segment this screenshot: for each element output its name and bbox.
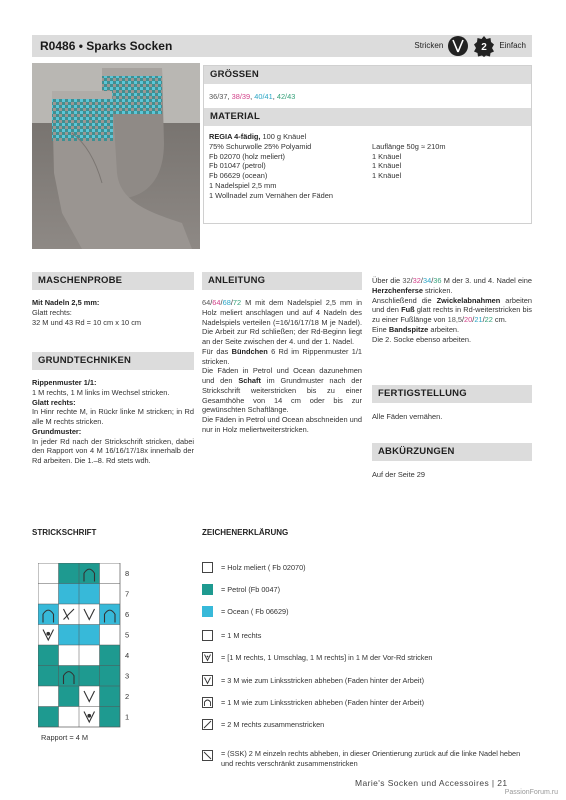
size-2: 38/39 (231, 92, 251, 101)
page-title: R0486 • Sparks Socken (40, 39, 173, 53)
material-left-col: 75% Schurwolle 25% Polyamid Fb 02070 (holz meliert) Fb 01047 (petrol) Fb 06629 (ocean) 1 Nadelspiel 2,5 mm 1 Wollnadel zum Vernähen der Fäden (209, 141, 333, 200)
chart-cell (100, 645, 121, 666)
page-footer: Marie's Socken und Accessoires | 21 (355, 778, 508, 788)
chart-cell (79, 604, 100, 625)
rapport-label: Rapport = 4 M (41, 733, 89, 742)
socks-photo (32, 63, 200, 249)
legend-item (202, 606, 289, 617)
chart-cell (100, 666, 121, 687)
chart-cell (38, 666, 59, 687)
legend-item (202, 697, 424, 708)
chart-cell (59, 666, 80, 687)
petrol-square-icon (202, 584, 213, 595)
abkuerzungen-text: Auf der Seite 29 (372, 470, 426, 479)
size-4: 42/43 (276, 92, 296, 101)
difficulty-indicator (414, 37, 526, 55)
legend-item (202, 584, 280, 595)
grundtechniken-heading: GRUNDTECHNIKEN (32, 352, 194, 370)
chart-row-number: 2 (125, 692, 130, 701)
fertigstellung-section (372, 385, 532, 422)
fertigstellung-heading: FERTIGSTELLUNG (372, 385, 532, 403)
svg-text:2: 2 (481, 42, 488, 53)
chart-symbol-dot (47, 632, 50, 635)
legend-item (202, 743, 521, 768)
legend-item-text: = (SSK) 2 M einzeln rechts abheben, in dieser Orientierung zurück auf die linke Nadel heben und rechts verschränkt zusammenstricken (221, 749, 521, 768)
abkuerzungen-section (372, 443, 532, 480)
material-right-col: Lauflänge 50g ≈ 210m 1 Knäuel 1 Knäuel 1 Knäuel (372, 141, 446, 181)
stricken-label: Stricken (414, 40, 444, 50)
difficulty-level-badge (473, 35, 495, 57)
material-list: REGIA 4-fädig, 100 g Knäuel 75% Schurwolle 25% Polyamid Fb 02070 (holz meliert) Fb 01047 (petrol) Fb 06629 (ocean) 1 Nadelspiel 2,5 mm 1 Wollnadel zum Vernähen der Fäden Lauflänge 50g ≈ 210m 1 Knäuel 1 Knäuel 1 Knäuel (209, 131, 446, 200)
size-1: 36/37 (209, 92, 228, 101)
chart-cell (59, 686, 80, 707)
maschenprobe-heading: MASCHENPROBE (32, 272, 194, 290)
chart-cell (100, 604, 121, 625)
legend-item-text: = 1 M rechts (221, 630, 262, 640)
chart-cell (100, 563, 121, 584)
chart-cell (59, 707, 80, 728)
chart-cell (38, 563, 59, 584)
title-bar (32, 35, 532, 57)
watermark: PassionForum.ru (504, 788, 558, 796)
chart-cell (79, 625, 100, 646)
k2tog-icon (202, 719, 213, 730)
difficulty-label: Einfach (499, 40, 526, 50)
empty-square-icon (202, 562, 213, 573)
legend-item-text: = Petrol (Fb 0047) (221, 584, 281, 594)
chart-cell (79, 645, 100, 666)
legend-item-text: = [1 M rechts, 1 Umschlag, 1 M rechts] in 1 M der Vor-Rd stricken (221, 652, 433, 662)
chart-cell (38, 686, 59, 707)
chart-cell (79, 563, 100, 584)
chart-cell (79, 666, 100, 687)
increase-v-dot-icon (202, 652, 213, 663)
chart-cell (100, 707, 121, 728)
chart-cell (38, 604, 59, 625)
ssk-icon (202, 750, 213, 761)
chart-row-number: 4 (125, 651, 130, 660)
sizes-line: 36/37, 38/39, 40/41, 42/43 (209, 92, 296, 101)
arch-1-icon (202, 697, 213, 708)
v-3-icon (202, 675, 213, 686)
chart-cell (100, 584, 121, 605)
knitting-chart (38, 563, 138, 743)
anleitung-continued: Über die 32/32/34/36 M der 3. und 4. Nadel eine Herzchenferse stricken. Anschließend die Zwickelabnahmen arbeiten und den Fuß glatt rechts in Rd-weiterstricken bis zu einer Fußlänge von 18,5/20/21/22 cm. Eine Bandspitze arbeiten. Die 2. Socke ebenso arbeiten. (372, 276, 532, 344)
chart-row-number: 1 (125, 712, 130, 722)
chart-symbol-dot (88, 714, 91, 717)
empty-square-icon (202, 630, 213, 641)
chart-cell (38, 645, 59, 666)
groessen-material-box (203, 65, 532, 224)
legend-item-text: = Holz meliert ( Fb 02070) (221, 562, 306, 572)
material-heading: MATERIAL (204, 108, 531, 126)
chart-cell (38, 584, 59, 605)
anleitung-heading: ANLEITUNG (202, 272, 362, 290)
legend-item (202, 630, 261, 641)
abkuerzungen-heading: ABKÜRZUNGEN (372, 443, 532, 461)
knitting-needles-icon (447, 35, 469, 57)
anleitung-section: ANLEITUNG 64/64/68/72 M mit dem Nadelspiel 2,5 mm in Holz meliert anschlagen und auf 4 Nadeln des Nadelspiels verteilen (=16/16/17/18 M je Nadel). Die Arbeit zur Rd schließen; der Rd-Beginn liegt an der Seite zwischen der 4. und der 1. Nadel. Für das Bündchen 6 Rd im Rippenmuster 1/1 stricken. Die Fäden in Petrol und Ocean dazunehmen und den Schaft im Grundmuster nach der Strickschrift weiterstricken bis zu einer Gesamthöhe von 14 cm oder bis zur gewünschten Schaftlänge. Die Fäden in Petrol und Ocean abschneiden und nur in Holz meliertweiterstricken. (202, 272, 362, 435)
chart-cell (38, 707, 59, 728)
legend-item-text: = 3 M wie zum Linksstricken abheben (Faden hinter der Arbeit) (221, 675, 424, 685)
legend-item-text: = 2 M rechts zusammenstricken (221, 719, 325, 729)
ocean-square-icon (202, 606, 213, 617)
chart-cell (79, 584, 100, 605)
chart-row-number: 6 (125, 610, 130, 619)
legend-item (202, 562, 306, 573)
chart-cell (100, 625, 121, 646)
chart-cell (59, 563, 80, 584)
chart-cell (59, 584, 80, 605)
chart-cell (100, 686, 121, 707)
chart-row-number: 8 (125, 569, 130, 578)
chart-cell (59, 625, 80, 646)
size-3: 40/41 (254, 92, 273, 101)
yarn-name: REGIA 4-fädig, (209, 131, 261, 141)
fertigstellung-text: Alle Fäden vernähen. (372, 412, 443, 421)
chart-row-number: 5 (125, 630, 130, 640)
strickschrift-heading: STRICKSCHRIFT (32, 528, 97, 537)
groessen-heading: GRÖSSEN (204, 66, 531, 84)
chart-cell (59, 645, 80, 666)
grundtechniken-section: GRUNDTECHNIKEN Rippenmuster 1/1: 1 M rechts, 1 M links im Wechsel stricken. Glatt rechts: In Hinr rechte M, in Rückr linke M stricken; in Rd alle M rechts stricken. Grundmuster: In jeder Rd nach der Strickschrift stricken, dabei den Rapport von 4 M 16/16/17/18x innerhalb der Rd arbeiten. Die 1.–8. Rd stets wdh. (32, 352, 194, 466)
chart-row-number: 3 (125, 671, 130, 681)
legend-item (202, 652, 432, 663)
chart-cell (79, 686, 100, 707)
chart-row-number: 7 (125, 589, 130, 599)
legend-heading: ZEICHENERKLÄRUNG (202, 528, 289, 537)
legend-item-text: = Ocean ( Fb 06629) (221, 606, 289, 616)
maschenprobe-section: MASCHENPROBE Mit Nadeln 2,5 mm: Glatt rechts: 32 M und 43 Rd = 10 cm x 10 cm (32, 272, 194, 327)
legend-item (202, 675, 424, 686)
legend-item-text: = 1 M wie zum Linksstricken abheben (Faden hinter der Arbeit) (221, 697, 424, 707)
legend-item (202, 719, 324, 730)
